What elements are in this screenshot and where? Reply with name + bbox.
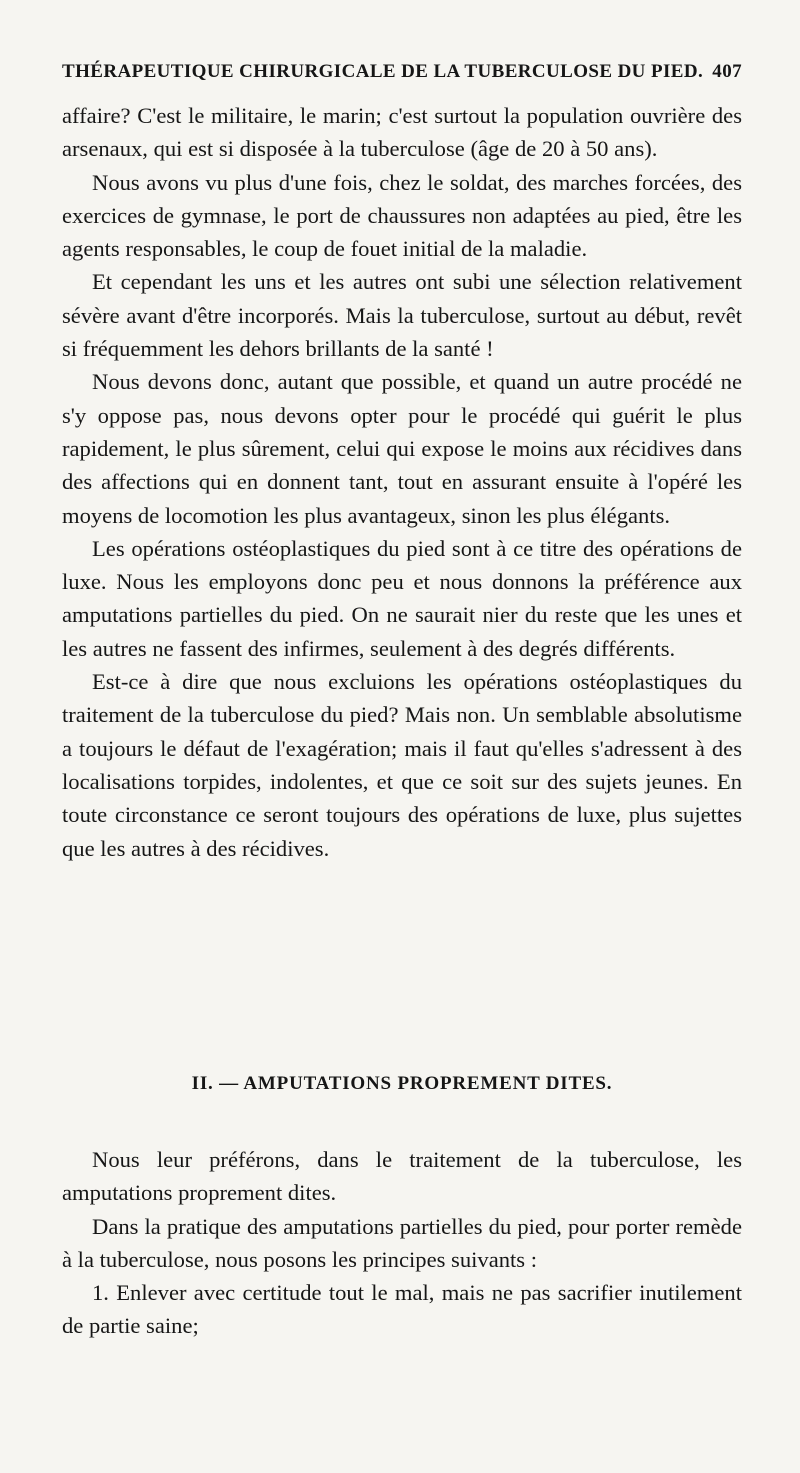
paragraph: Nous avons vu plus d'une fois, chez le soldat, des marches forcées, des exercices de gymnase, le port de chaussures non adaptées au pied, être les agents responsables, le coup de fouet initial de la maladie. [62,169,742,262]
paragraph: Est-ce à dire que nous excluions les opérations ostéoplastiques du traitement de la tuberculose du pied? Mais non. Un semblable absolutisme a toujours le défaut de l'exagération; mais il faut qu'elles s'adressent à des localisations torpides, indolentes, et que ce soit sur des sujets jeunes. En toute circonstance ce seront toujours des opérations de luxe, plus sujettes que les autres à des récidives. [62,669,742,861]
paragraph: 1. Enlever avec certitude tout le mal, mais ne pas sacrifier inutilement de partie saine; [62,1280,742,1339]
paragraph: Dans la pratique des amputations partielles du pied, pour porter remède à la tuberculose, nous posons les principes suivants : [62,1213,742,1272]
section-heading: II. — AMPUTATIONS PROPREMENT DITES. [191,1073,613,1094]
paragraph: Nous devons donc, autant que possible, et quand un autre procédé ne s'y oppose pas, nous devons opter pour le procédé qui guérit le plus rapidement, le plus sûrement, celui qui expose le moins aux récidives dans des affections qui en donnent tant, tout en assurant ensuite à l'opéré les moyens de locomotion les plus avantageux, sinon les plus élégants. [62,369,742,528]
paragraph: affaire? C'est le militaire, le marin; c'est surtout la population ouvrière des arsenaux, qui est si disposée à la tuberculose (âge de 20 à 50 ans). [62,103,742,162]
running-title: THÉRAPEUTIQUE CHIRURGICALE DE LA TUBERCULOSE DU PIED. [62,61,704,82]
running-head [62,61,742,83]
body-text-top [62,99,742,865]
paragraph: Et cependant les uns et les autres ont subi une sélection relativement sévère avant d'être incorporés. Mais la tuberculose, surtout au début, revêt si fréquemment les dehors brillants de la santé ! [62,269,742,362]
body-text-bottom [62,1143,742,1343]
paragraph: Les opérations ostéoplastiques du pied sont à ce titre des opérations de luxe. Nous les employons donc peu et nous donnons la préférence aux amputations partielles du pied. On ne saurait nier du reste que les unes et les autres ne fassent des infirmes, seulement à des degrés différents. [62,535,742,661]
paragraph: Nous leur préférons, dans le traitement de la tuberculose, les amputations proprement dites. [62,1147,742,1206]
page-number: 407 [712,61,742,82]
